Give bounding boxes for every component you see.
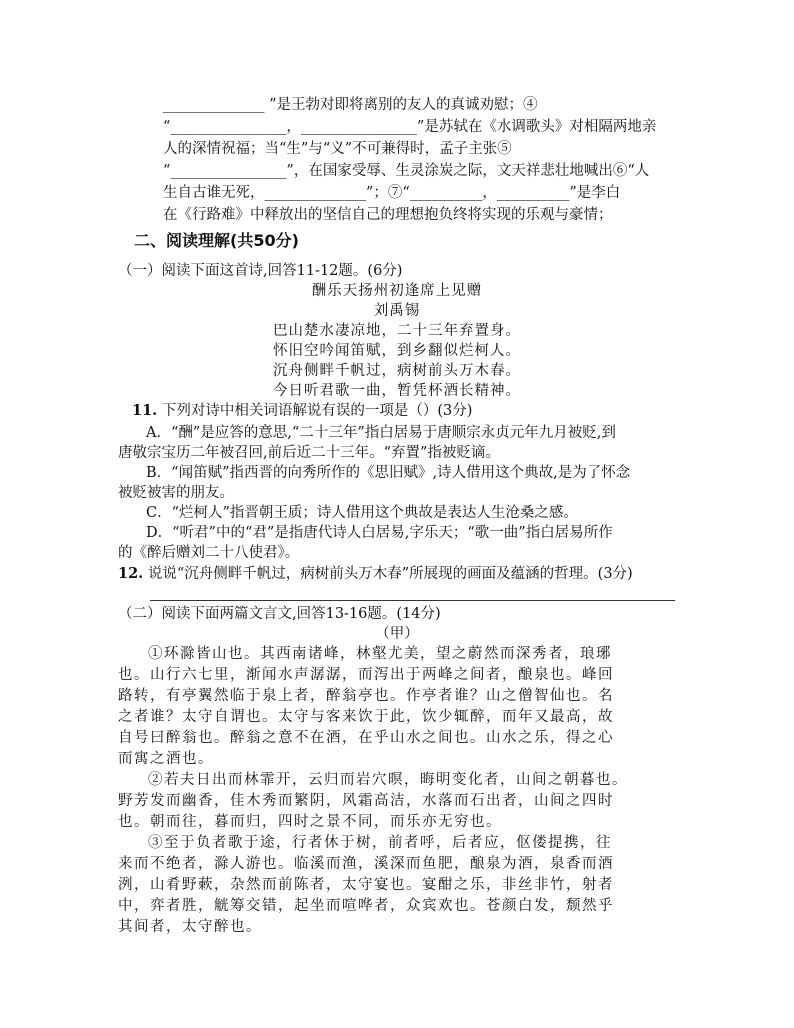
question-11-stem: [132, 402, 472, 420]
passage-line: 也。朝而往，暮而归，四时之景不同，而乐亦无穷也。: [118, 814, 502, 830]
option-c: C．“烂柯人”指晋朝王质；诗人借用这个典故是表达人生沧桑之感。: [146, 505, 578, 521]
passage-line: 而寓之酒也。: [118, 751, 214, 767]
option-b: B．“闻笛赋”指西晋的向秀所作的《思旧赋》,诗人借用这个典故,是为了怀念: [146, 465, 631, 481]
passage-line: 也。山行六七里，渐闻水声潺潺，而泻出于两峰之间者，酿泉也。峰回: [118, 667, 614, 683]
option-b-cont: 被贬被害的朋友。: [118, 485, 234, 501]
question-text: 下列对诗中相关词语解说有误的一项是（）(3分): [157, 403, 473, 419]
fill-in-line: 在《行路难》中释放出的坚信自己的理想抱负终将实现的乐观与豪情；: [163, 207, 613, 223]
option-d: D．“听君”中的“君”是指唐代诗人白居易,字乐天；“歌一曲”指白居易所作: [146, 525, 613, 541]
question-number: 12.: [118, 565, 144, 582]
passage-line: 野芳发而幽香，佳木秀而繁阴，风霜高洁，水落而石出者，山间之四时: [118, 793, 614, 809]
passage-line: ①环滁皆山也。其西南诸峰，林壑尤美，望之蔚然而深秀者，琅琊: [132, 646, 612, 662]
answer-line: [150, 600, 675, 601]
passage-line: 路转，有亭翼然临于泉上者，醉翁亭也。作亭者谁？山之僧智仙也。名: [118, 688, 614, 704]
poem-line: 巴山楚水凄凉地，二十三年弃置身。: [273, 323, 521, 339]
passage-line: 中，弈者胜，觥筹交错，起坐而喧哗者，众宾欢也。苍颜白发，颓然乎: [118, 898, 614, 914]
fill-in-line: ______________ ”是王勃对即将离别的友人的真诚劝慰；④: [163, 97, 538, 113]
passage-line: 洌，山肴野蔌，杂然而前陈者，太守宴也。宴酣之乐，非丝非竹，射者: [118, 877, 614, 893]
poem-author: 刘禹锡: [373, 303, 421, 319]
section-heading: 二、阅读理解(共50分): [134, 231, 299, 250]
poem-section-intro: （一）阅读下面这首诗,回答11-12题。(6分): [118, 263, 403, 279]
poem-line: 怀旧空吟闻笛赋，到乡翻似烂柯人。: [273, 343, 521, 359]
passage-line: ②若夫日出而林霏开，云归而岩穴暝，晦明变化者，山间之朝暮也。: [132, 772, 628, 788]
option-a-cont: 唐敬宗宝历二年被召回,前后近二十三年。“弃置”指被贬谪。: [118, 445, 500, 461]
question-text: 说说“沉舟侧畔千帆过，病树前头万木春”所展现的画面及蕴涵的哲理。(3分): [143, 566, 633, 582]
passage-line: ③至于负者歌于途，行者休于树，前者呼，后者应，伛偻提携，往: [132, 835, 612, 851]
fill-in-line: 生自古谁无死，______________”；⑦“__________，__________”是李白: [163, 185, 621, 201]
question-12-stem: [118, 565, 633, 583]
fill-in-line: “________________”，在国家受辱、生灵涂炭之际，文天祥悲壮地喊出⑥“人: [163, 163, 650, 179]
passage-label: （甲）: [375, 626, 419, 642]
poem-title: 酬乐天扬州初逢席上见赠: [311, 283, 483, 299]
passage-line: 来而不绝者，滁人游也。临溪而渔，溪深而鱼肥，酿泉为酒，泉香而酒: [118, 856, 614, 872]
option-d-cont: 的《醉后赠刘二十八使君》。: [118, 545, 300, 561]
option-a: A．“酬”是应答的意思,“二十三年”指白居易于唐顺宗永贞元年九月被贬,到: [146, 425, 616, 441]
prose-section-intro: （二）阅读下面两篇文言文,回答13-16题。(14分): [118, 606, 441, 622]
poem-line: 今日听君歌一曲，暂凭杯酒长精神。: [273, 383, 521, 399]
fill-in-line: 人的深情祝福；当“生”与“义”不可兼得时，孟子主张⑤: [163, 141, 512, 157]
passage-line: 自号曰醉翁也。醉翁之意不在酒，在乎山水之间也。山水之乐，得之心: [118, 730, 614, 746]
question-number: 11.: [132, 402, 158, 419]
passage-line: 之者谁？太守自谓也。太守与客来饮于此，饮少辄醉，而年又最高，故: [118, 709, 614, 725]
fill-in-line: “________________，________________”是苏轼在《水调歌头》对相隔两地亲: [163, 119, 657, 135]
passage-line: 其间者，太守醉也。: [118, 919, 262, 935]
poem-line: 沉舟侧畔千帆过，病树前头万木春。: [273, 363, 521, 379]
